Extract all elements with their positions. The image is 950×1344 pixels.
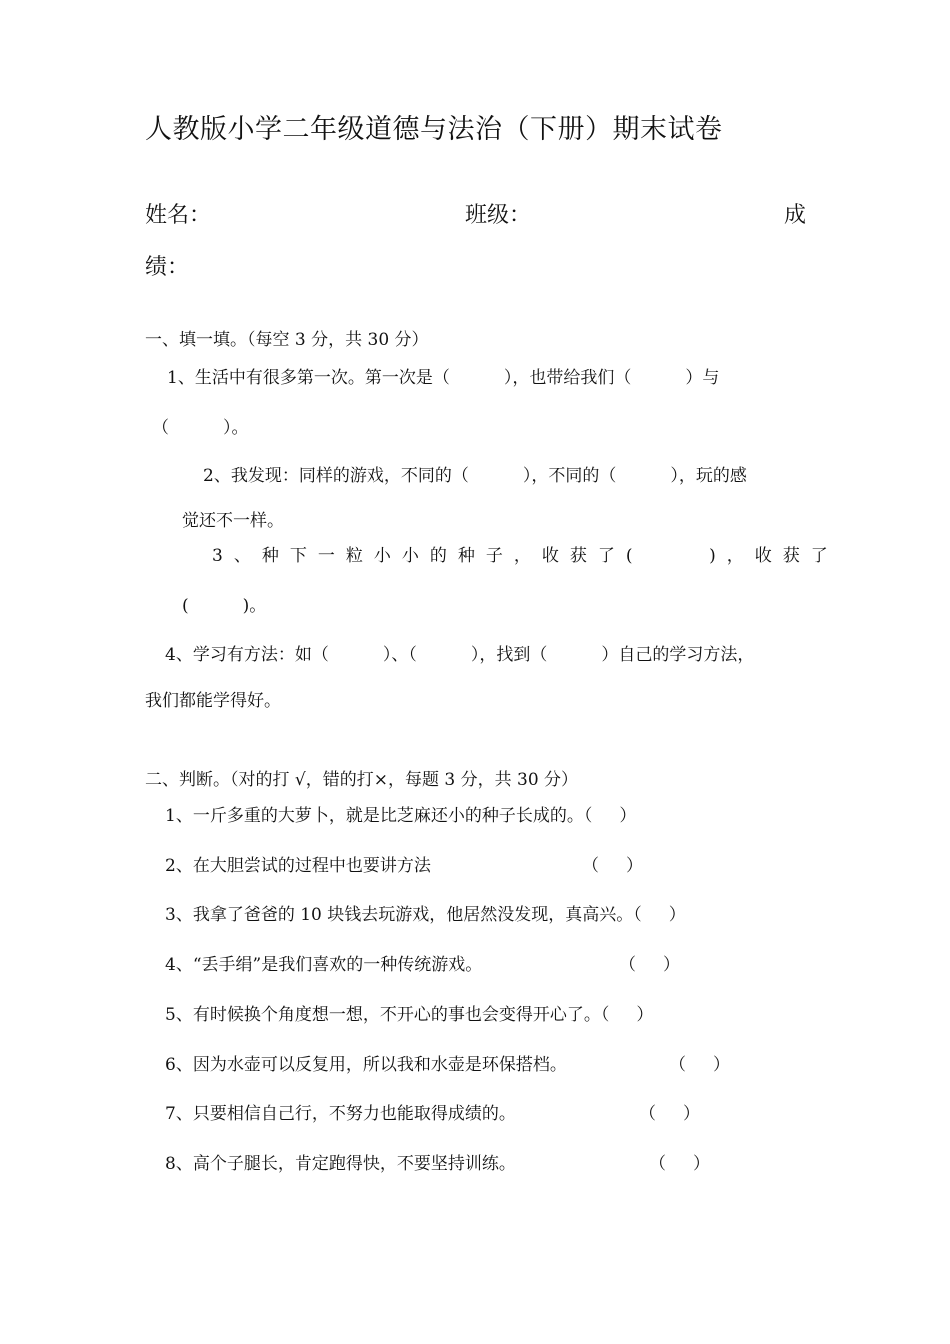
question-4-line2: 我们都能学得好。 <box>145 691 281 711</box>
section1-heading: 一、填一填。（每空 3 分，共 30 分） <box>145 330 429 350</box>
score-label-part2: 绩： <box>145 255 190 280</box>
question-2-line2: 觉还不一样。 <box>182 511 284 531</box>
judge-item-8-paren: （ ） <box>649 1154 711 1174</box>
score-label-part1: 成 <box>784 203 807 228</box>
judge-item-4: 4、“丢手绢”是我们喜欢的一种传统游戏。 <box>165 955 483 975</box>
judge-item-1: 1、一斤多重的大萝卜，就是比芝麻还小的种子长成的。（ ） <box>165 806 637 826</box>
judge-item-3: 3、我拿了爸爸的 10 块钱去玩游戏，他居然没发现，真高兴。（ ） <box>165 905 686 925</box>
judge-item-2-paren: （ ） <box>582 856 644 876</box>
question-2-line1: 2、我发现：同样的游戏，不同的（ ），不同的（ ），玩的感 <box>203 466 747 486</box>
judge-item-8: 8、高个子腿长，肯定跑得快，不要坚持训练。 <box>165 1154 516 1174</box>
section2-heading: 二、判断。（对的打 √，错的打×，每题 3 分，共 30 分） <box>145 770 579 790</box>
judge-item-7-paren: （ ） <box>639 1104 701 1124</box>
page-title: 人教版小学二年级道德与法治（下册）期末试卷 <box>145 114 723 145</box>
question-1-line1: 1、生活中有很多第一次。第一次是（ ），也带给我们（ ）与 <box>167 368 720 388</box>
judge-item-4-paren: （ ） <box>619 955 681 975</box>
judge-item-6: 6、因为水壶可以反复用，所以我和水壶是环保搭档。 <box>165 1055 567 1075</box>
judge-item-6-paren: （ ） <box>669 1055 731 1075</box>
question-3-line2: ( )。 <box>182 596 267 616</box>
name-label: 姓名： <box>145 203 212 228</box>
judge-item-5: 5、有时候换个角度想一想，不开心的事也会变得开心了。（ ） <box>165 1005 654 1025</box>
question-1-line2: （ ）。 <box>152 418 249 438</box>
question-3-line1: 3、种下一粒小小的种子，收获了( )，收获了 <box>212 546 839 566</box>
class-label: 班级： <box>465 203 532 228</box>
question-4-line1: 4、学习有方法：如（ ）、（ ），找到（ ）自己的学习方法， <box>165 645 755 665</box>
judge-item-7: 7、只要相信自己行，不努力也能取得成绩的。 <box>165 1104 516 1124</box>
judge-item-2: 2、在大胆尝试的过程中也要讲方法 <box>165 856 431 876</box>
